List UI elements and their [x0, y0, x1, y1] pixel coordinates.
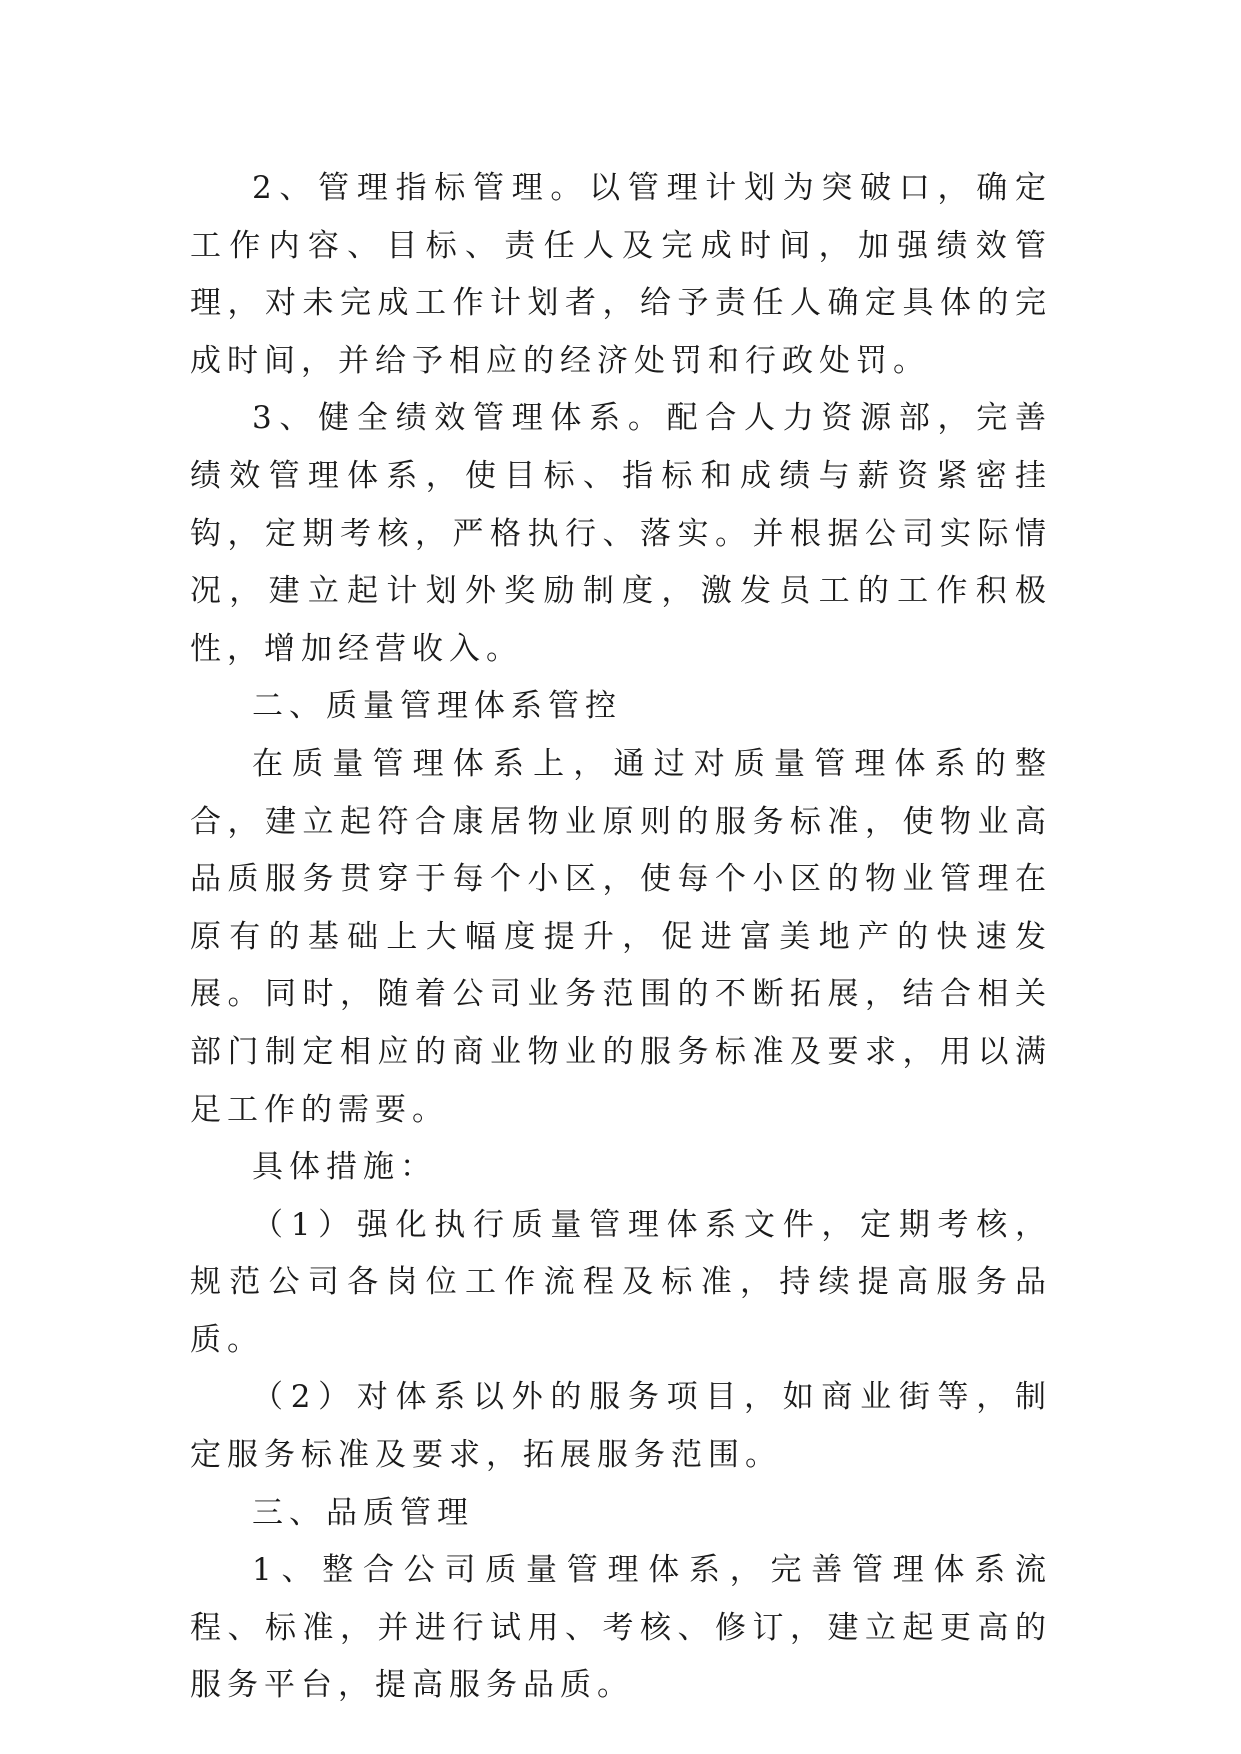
section-heading-quality-system: 二、质量管理体系管控	[252, 688, 622, 725]
paragraph-measure-2: （2）对体系以外的服务项目，如商业街等，制定服务标准及要求，拓展服务范围。	[190, 1379, 1052, 1474]
section-heading-quality-management: 三、品质管理	[252, 1494, 474, 1531]
paragraph-specific-measures: 具体措施：	[252, 1149, 437, 1186]
paragraph-management-indicators: 2、管理指标管理。以管理计划为突破口，确定工作内容、目标、责任人及完成时间，加强绩效管理，对未完成工作计划者，给予责任人确定具体的完成时间，并给予相应的经济处罚和行政处罚。	[190, 170, 1052, 379]
document-body	[190, 160, 1052, 1715]
paragraph-measure-1: （1）强化执行质量管理体系文件，定期考核，规范公司各岗位工作流程及标准，持续提高服务品质。	[190, 1206, 1052, 1358]
paragraph-performance-system: 3、健全绩效管理体系。配合人力资源部，完善绩效管理体系，使目标、指标和成绩与薪资紧密挂钩，定期考核，严格执行、落实。并根据公司实际情况，建立起计划外奖励制度，激发员工的工作积极性，增加经营收入。	[190, 400, 1052, 667]
paragraph-integrate-quality: 1、整合公司质量管理体系，完善管理体系流程、标准，并进行试用、考核、修订，建立起更高的服务平台，提高服务品质。	[190, 1552, 1052, 1704]
paragraph-quality-system: 在质量管理体系上，通过对质量管理体系的整合，建立起符合康居物业原则的服务标准，使物业高品质服务贯穿于每个小区，使每个小区的物业管理在原有的基础上大幅度提升，促进富美地产的快速发展。同时，随着公司业务范围的不断拓展，结合相关部门制定相应的商业物业的服务标准及要求，用以满足工作的需要。	[190, 745, 1052, 1128]
